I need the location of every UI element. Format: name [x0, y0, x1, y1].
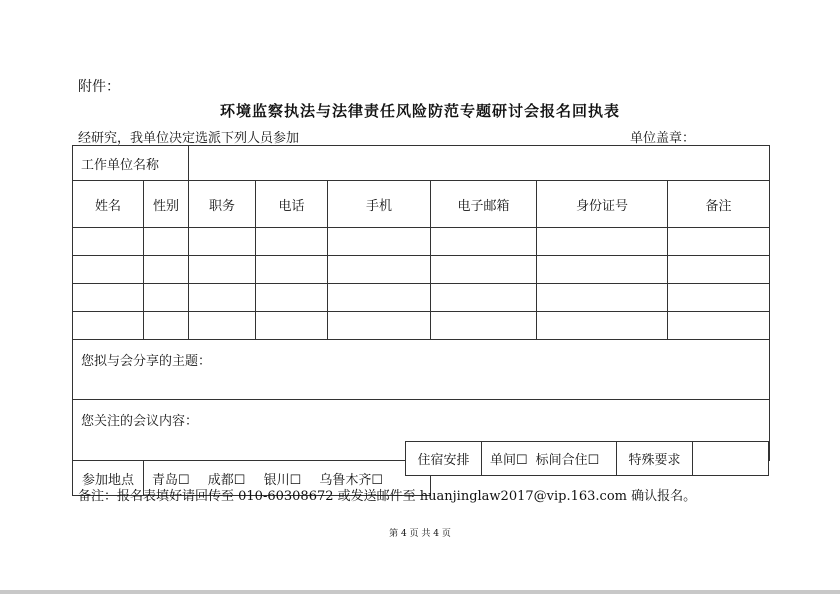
email-cell[interactable] — [431, 256, 537, 284]
note-text: 备注：报名表填好请回传至 010-60308672 或发送邮件至 huanjinglaw2017@vip.163.com 确认报名。 — [78, 489, 697, 504]
share-topic-field[interactable] — [73, 340, 770, 400]
email-cell[interactable] — [431, 284, 537, 312]
header-phone: 电话 — [256, 181, 328, 228]
page-title: 环境监察执法与法律责任风险防范专题研讨会报名回执表 — [219, 102, 620, 120]
name-cell[interactable] — [73, 284, 144, 312]
phone-cell[interactable] — [256, 256, 328, 284]
lodging-options — [481, 442, 616, 475]
page-bottom-edge — [0, 590, 840, 594]
header-remarks: 备注 — [668, 181, 770, 228]
seal-label: 单位盖章： — [630, 131, 696, 146]
name-cell[interactable] — [73, 312, 144, 340]
header-id-number: 身份证号 — [537, 181, 668, 228]
concern-content-label: 您关注的会议内容： — [81, 414, 199, 429]
position-cell[interactable] — [189, 256, 256, 284]
email-cell[interactable] — [431, 312, 537, 340]
table-row — [73, 256, 770, 284]
lodging-label: 住宿安排 — [405, 442, 481, 475]
header-email: 电子邮箱 — [431, 181, 537, 228]
gender-cell[interactable] — [144, 228, 189, 256]
phone-cell[interactable] — [256, 312, 328, 340]
table-row — [73, 312, 770, 340]
table-row — [73, 228, 770, 256]
attachment-label: 附件： — [78, 79, 120, 95]
header-row — [73, 181, 770, 228]
position-cell[interactable] — [189, 228, 256, 256]
location-option-qingdao[interactable]: 青岛☐ — [152, 472, 190, 488]
special-request-field[interactable] — [692, 442, 768, 475]
location-option-urumqi[interactable]: 乌鲁木齐☐ — [319, 472, 384, 488]
table-row — [73, 284, 770, 312]
id-number-cell[interactable] — [537, 284, 668, 312]
special-request-label: 特殊要求 — [616, 442, 692, 475]
header-gender: 性别 — [144, 181, 189, 228]
gender-cell[interactable] — [144, 284, 189, 312]
location-option-yinchuan[interactable]: 银川☐ — [263, 472, 302, 488]
remarks-cell[interactable] — [668, 256, 770, 284]
mobile-cell[interactable] — [328, 312, 431, 340]
gender-cell[interactable] — [144, 256, 189, 284]
name-cell[interactable] — [73, 256, 144, 284]
header-mobile: 手机 — [328, 181, 431, 228]
mobile-cell[interactable] — [328, 228, 431, 256]
id-number-cell[interactable] — [537, 228, 668, 256]
gender-cell[interactable] — [144, 312, 189, 340]
position-cell[interactable] — [189, 284, 256, 312]
remarks-cell[interactable] — [668, 284, 770, 312]
id-number-cell[interactable] — [537, 256, 668, 284]
location-option-chengdu[interactable]: 成都☐ — [207, 472, 246, 488]
header-name: 姓名 — [73, 181, 144, 228]
email-cell[interactable] — [431, 228, 537, 256]
lodging-option-shared[interactable]: 标间合住☐ — [535, 453, 600, 468]
unit-name-label: 工作单位名称 — [73, 146, 189, 181]
intro-text: 经研究，我单位决定选派下列人员参加 — [78, 131, 300, 146]
position-cell[interactable] — [189, 312, 256, 340]
mobile-cell[interactable] — [328, 256, 431, 284]
header-position: 职务 — [189, 181, 256, 228]
share-topic-label: 您拟与会分享的主题： — [81, 354, 212, 369]
page-number: 第 4 页 共 4 页 — [389, 529, 451, 539]
name-cell[interactable] — [73, 228, 144, 256]
id-number-cell[interactable] — [537, 312, 668, 340]
lodging-special-group — [405, 441, 769, 476]
phone-cell[interactable] — [256, 284, 328, 312]
mobile-cell[interactable] — [328, 284, 431, 312]
phone-cell[interactable] — [256, 228, 328, 256]
location-label: 参加地点 — [73, 461, 144, 496]
remarks-cell[interactable] — [668, 228, 770, 256]
unit-name-field[interactable] — [189, 146, 770, 181]
lodging-option-single[interactable]: 单间☐ — [490, 453, 528, 468]
remarks-cell[interactable] — [668, 312, 770, 340]
